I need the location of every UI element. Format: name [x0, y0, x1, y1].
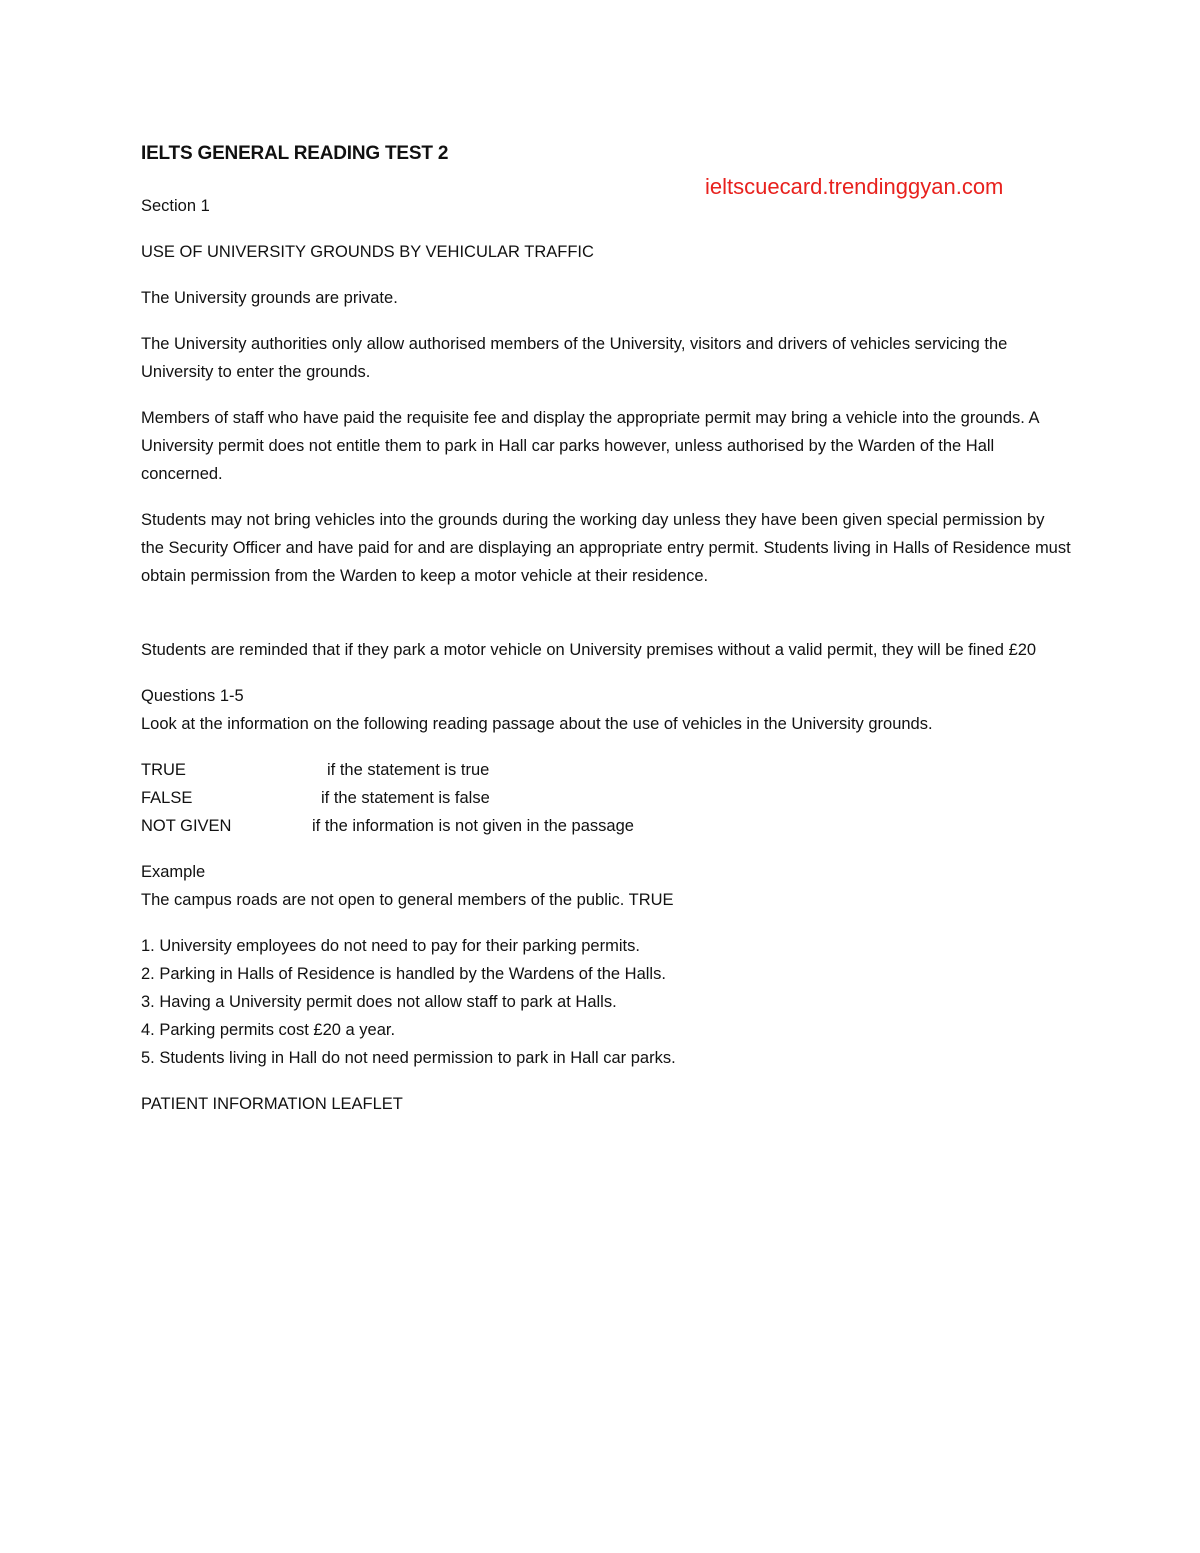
example-label: Example — [141, 863, 206, 881]
definition-meaning: if the statement is true — [327, 761, 490, 779]
question-item: 1. University employees do not need to pay for their parking permits. — [141, 937, 640, 955]
example-block — [141, 858, 1071, 914]
definition-row — [141, 756, 1071, 784]
watermark-text: ieltscuecard.trendinggyan.com — [705, 174, 1004, 199]
definition-row — [141, 812, 1071, 840]
questions-instruction: Look at the information on the following reading passage about the use of vehicles in the University grounds. — [141, 715, 933, 733]
page-title: IELTS GENERAL READING TEST 2 — [141, 143, 449, 164]
definition-term: FALSE — [141, 789, 193, 807]
question-item: 5. Students living in Hall do not need permission to park in Hall car parks. — [141, 1049, 676, 1067]
question-list — [141, 932, 1071, 1072]
answer-key-definitions — [141, 756, 1071, 840]
definition-meaning: if the statement is false — [321, 789, 490, 807]
question-item: 4. Parking permits cost £20 a year. — [141, 1021, 396, 1039]
definition-row — [141, 784, 1071, 812]
paragraph-4: Students may not bring vehicles into the grounds during the working day unless they have been given special permission by the Security Officer and have paid for and are displaying an appropriate entry permit. Students living in Halls of Residence must obtain permission from the Warden to keep a motor vehicle at their residence. — [141, 511, 1071, 585]
paragraph-1: The University grounds are private. — [141, 289, 398, 307]
paragraph-5: Students are reminded that if they park a motor vehicle on University premises without a valid permit, they will be fined £20 — [141, 641, 1037, 659]
passage-heading: USE OF UNIVERSITY GROUNDS BY VEHICULAR TRAFFIC — [141, 243, 594, 261]
definition-term: TRUE — [141, 761, 186, 779]
definition-term: NOT GIVEN — [141, 817, 232, 835]
question-item: 2. Parking in Halls of Residence is handled by the Wardens of the Halls. — [141, 965, 666, 983]
next-section-heading: PATIENT INFORMATION LEAFLET — [141, 1095, 403, 1113]
document-body — [141, 140, 1071, 1136]
questions-heading: Questions 1-5 — [141, 687, 244, 705]
section-label: Section 1 — [141, 197, 210, 215]
questions-intro — [141, 682, 1071, 738]
question-item: 3. Having a University permit does not allow staff to park at Halls. — [141, 993, 617, 1011]
example-text: The campus roads are not open to general members of the public. TRUE — [141, 891, 674, 909]
definition-meaning: if the information is not given in the passage — [312, 817, 634, 835]
paragraph-3: Members of staff who have paid the requisite fee and display the appropriate permit may bring a vehicle into the grounds. A University permit does not entitle them to park in Hall car parks however, unless authorised by the Warden of the Hall concerned. — [141, 409, 1039, 483]
paragraph-2: The University authorities only allow authorised members of the University, visitors and drivers of vehicles servicing the University to enter the grounds. — [141, 335, 1008, 381]
